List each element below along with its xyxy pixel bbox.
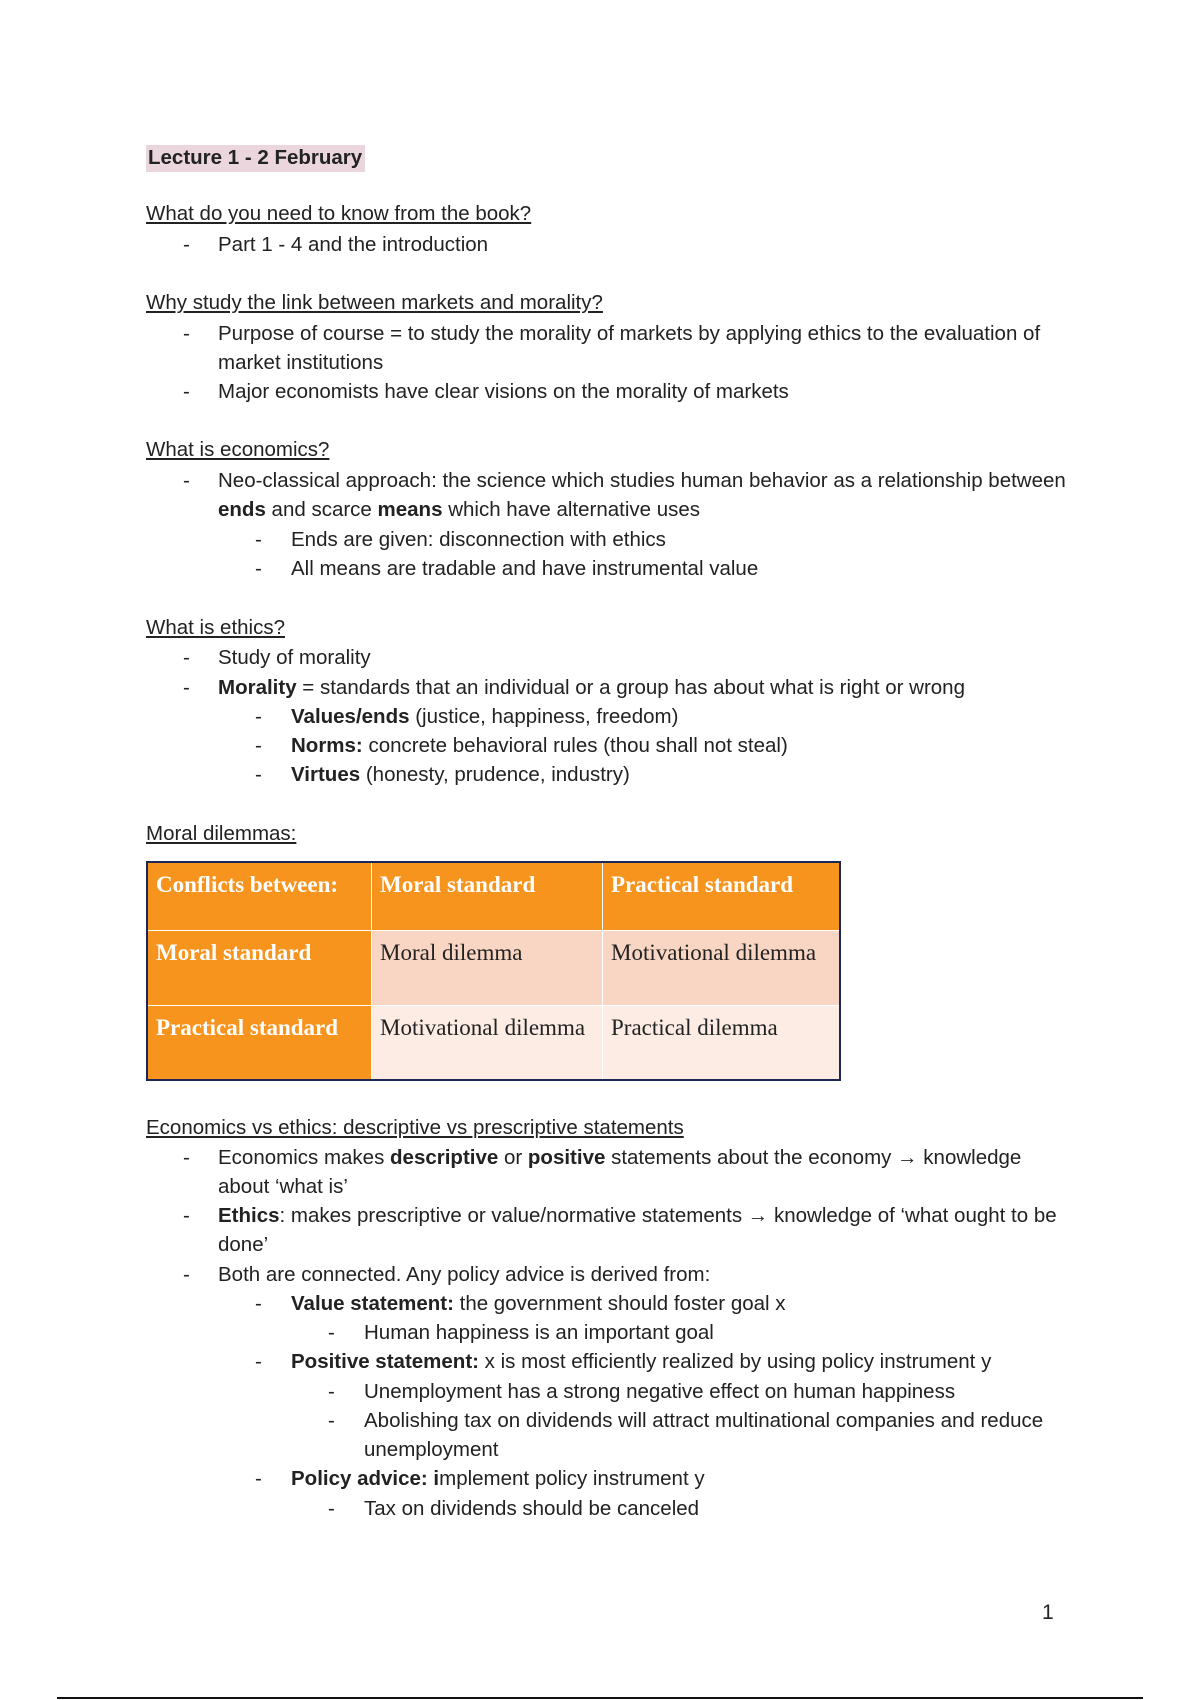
- bullet-dash: -: [328, 1321, 335, 1344]
- heading-dilemmas: Moral dilemmas:: [146, 822, 297, 845]
- list-item: [255, 702, 1071, 731]
- list-item-text: = standards that an individual or a group has about what is right or wrong: [296, 676, 965, 699]
- list-item-text: or: [498, 1146, 528, 1169]
- table-row-header: Practical standard: [147, 1005, 372, 1080]
- list-item: [255, 525, 1071, 554]
- list-item: [183, 1260, 1068, 1289]
- table-cell: Motivational dilemma: [603, 930, 841, 1005]
- list-item: [183, 319, 1068, 377]
- list-item-text: the government should foster goal x: [453, 1292, 786, 1315]
- bold-term: Value statement:: [291, 1292, 454, 1315]
- list-item-text: Major economists have clear visions on the morality of markets: [218, 380, 789, 403]
- bullet-dash: -: [255, 1292, 262, 1315]
- page-number: 1: [1042, 1601, 1054, 1624]
- list-item: [183, 377, 1068, 406]
- list-item-text: which have alternative uses: [442, 498, 701, 521]
- list-item-text: statements about the economy → knowledge about ‘what is’: [218, 1146, 1022, 1198]
- bullet-dash: -: [255, 528, 262, 551]
- list-item: [328, 1318, 1084, 1347]
- bullet-dash: -: [328, 1409, 335, 1432]
- bullet-dash: -: [183, 1204, 190, 1227]
- bold-term: Ethics: [218, 1204, 280, 1227]
- list-item-text: Both are connected. Any policy advice is derived from:: [218, 1263, 711, 1286]
- heading-statements: Economics vs ethics: descriptive vs prescriptive statements: [146, 1116, 684, 1139]
- bullet-dash: -: [255, 557, 262, 580]
- list-item-text: and scarce: [265, 498, 378, 521]
- list-item-text: (honesty, prudence, industry): [360, 763, 630, 786]
- list-item: [255, 1289, 1071, 1318]
- bullet-dash: -: [183, 469, 190, 492]
- dilemma-table: [146, 861, 841, 1081]
- heading-book: What do you need to know from the book?: [146, 202, 532, 225]
- list-item-text: Purpose of course = to study the morality of markets by applying ethics to the evaluation of market institutions: [218, 322, 1041, 374]
- bullet-dash: -: [328, 1380, 335, 1403]
- list-item-text: All means are tradable and have instrumental value: [291, 557, 759, 580]
- list-item-text: x is most efficiently realized by using policy instrument y: [478, 1350, 992, 1373]
- table-row-header: Moral standard: [147, 930, 372, 1005]
- table-header-row: [147, 862, 840, 930]
- bold-term: ends: [218, 498, 266, 521]
- list-item-text: Abolishing tax on dividends will attract multinational companies and reduce unemployment: [364, 1409, 1044, 1461]
- list-item: [255, 731, 1071, 760]
- bullet-dash: -: [183, 380, 190, 403]
- table-cell: Moral dilemma: [372, 930, 603, 1005]
- list-item-text: concrete behavioral rules (thou shall not steal): [362, 734, 788, 757]
- bold-term: Values/ends: [291, 705, 410, 728]
- bold-term: Positive statement:: [291, 1350, 479, 1373]
- list-item: [255, 1464, 1071, 1493]
- list-item-text: Human happiness is an important goal: [364, 1321, 714, 1344]
- bold-term: Policy advice: i: [291, 1467, 440, 1490]
- table-cell: Practical dilemma: [603, 1005, 841, 1080]
- list-item: [255, 554, 1071, 583]
- bullet-dash: -: [183, 233, 190, 256]
- bold-term: Virtues: [291, 763, 361, 786]
- list-item: [328, 1377, 1084, 1406]
- bold-term: descriptive: [390, 1146, 499, 1169]
- bullet-dash: -: [328, 1497, 335, 1520]
- bullet-dash: -: [183, 1263, 190, 1286]
- bold-term: positive: [527, 1146, 606, 1169]
- bullet-dash: -: [183, 646, 190, 669]
- bullet-dash: -: [255, 763, 262, 786]
- list-item: [183, 643, 1068, 672]
- table-header-cell: Moral standard: [372, 862, 603, 930]
- heading-economics: What is economics?: [146, 438, 330, 461]
- list-item: [183, 1201, 1068, 1259]
- list-item: [183, 1143, 1068, 1201]
- table-header-cell: Practical standard: [603, 862, 841, 930]
- bullet-dash: -: [255, 1467, 262, 1490]
- list-item: [255, 1347, 1071, 1376]
- list-item-text: : makes prescriptive or value/normative statements → knowledge of ‘what ought to be done’: [218, 1204, 1057, 1256]
- list-item: [255, 760, 1071, 789]
- list-item-text: Neo-classical approach: the science which studies human behavior as a relationship between: [218, 469, 1066, 492]
- list-item: [183, 466, 1068, 524]
- bold-term: Morality: [218, 676, 297, 699]
- table-header-cell: Conflicts between:: [147, 862, 372, 930]
- list-item-text: Ends are given: disconnection with ethics: [291, 528, 666, 551]
- table-cell: Motivational dilemma: [372, 1005, 603, 1080]
- bold-term: Norms:: [291, 734, 363, 757]
- bullet-dash: -: [255, 734, 262, 757]
- list-item-text: (justice, happiness, freedom): [409, 705, 679, 728]
- list-item-text: Study of morality: [218, 646, 371, 669]
- list-item-text: Part 1 - 4 and the introduction: [218, 233, 489, 256]
- table-row: [147, 930, 840, 1005]
- list-item-text: mplement policy instrument y: [439, 1467, 705, 1490]
- list-item-text: Economics makes: [218, 1146, 391, 1169]
- bullet-dash: -: [255, 705, 262, 728]
- bullet-dash: -: [183, 1146, 190, 1169]
- list-item-text: Tax on dividends should be canceled: [364, 1497, 700, 1520]
- heading-ethics: What is ethics?: [146, 616, 285, 639]
- list-item: [183, 230, 1068, 259]
- bullet-dash: -: [255, 1350, 262, 1373]
- list-item: [328, 1494, 1084, 1523]
- heading-why: Why study the link between markets and morality?: [146, 291, 603, 314]
- table-row: [147, 1005, 840, 1080]
- page-title: Lecture 1 - 2 February: [146, 145, 365, 172]
- page-bottom-rule: [57, 1697, 1143, 1699]
- bullet-dash: -: [183, 676, 190, 699]
- list-item: [183, 673, 1068, 702]
- bold-term: means: [377, 498, 443, 521]
- list-item: [328, 1406, 1084, 1464]
- bullet-dash: -: [183, 322, 190, 345]
- list-item-text: Unemployment has a strong negative effect on human happiness: [364, 1380, 956, 1403]
